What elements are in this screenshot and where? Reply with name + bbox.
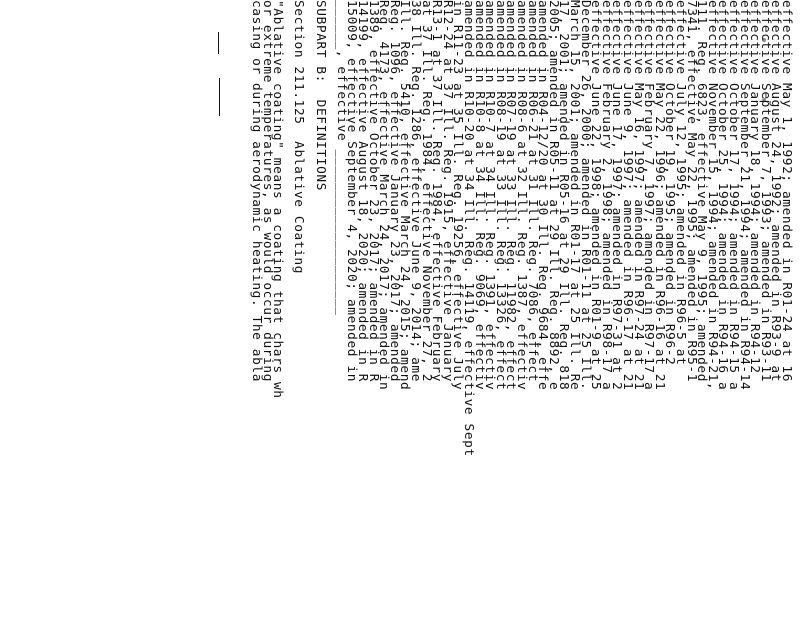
document-line: effective February 2, 1998; amended in R98-17 a <box>598 0 614 391</box>
document-line: in R11-23 at 35 Ill. Reg. 19256, effective July <box>450 0 466 391</box>
document-line: R12-24 at 37 Ill. Reg. 1915, effective January <box>439 0 455 383</box>
document-line: effective January 18, 1994; amended in R94-12 <box>747 0 763 374</box>
document-line: effective October 19, 1995; amended in R96-2 <box>662 0 678 366</box>
document-line: effective October 17, 1994; amended in R94-15 a <box>726 0 741 391</box>
document-line: effective May 16, 1997; amended in R97-24 at 21 <box>630 0 646 391</box>
document-line: SUBPART B: DEFINITIONS <box>312 0 328 192</box>
document-line: Reg. 4173, effective March 24, 2017; amended in <box>376 0 392 391</box>
document-line: effective August 24, 1992; amended in R93-9 at <box>768 0 784 383</box>
document-line: effective September 21, 1994; amended in R94-14 <box>736 0 752 391</box>
document-line: effective September 7, 1993; amended in R93-11 <box>757 0 773 383</box>
margin-rule <box>218 32 219 54</box>
document-line: 1389, effective October 23, 2017; amended in R <box>365 0 381 383</box>
document-line: amended in R10-7 at 34 Ill. Reg. 1391, effectiv <box>482 0 498 391</box>
document-line: 2005; amended in R05-11 at 29 Ill. Reg. 8892, e <box>545 0 561 391</box>
document-line: R13-1 at 37 Ill. Reg. 1984, effective February <box>429 0 445 383</box>
document-line: 14199, effective August 18, 2020; amended in R <box>355 0 370 383</box>
document-line: effective October 25, 1994; amended in R94-16 a <box>715 0 731 391</box>
document-line: Reg. 1096, effective January 23, 2017; amended <box>386 0 402 383</box>
document-line: amended in R08-6 at 32 Ill. Reg. 1387, effectiv <box>514 0 529 391</box>
document-line: amended in R06-21 at 31 Ill. Reg. 7086, effect <box>524 0 540 383</box>
document-line: 7341, effective May 22, 1995; amended in R95-1 <box>683 0 699 383</box>
document-line: 111. Reg. 6823, effective May 9, 1995; amended <box>694 0 710 383</box>
document-line: effective November 15, 1994; amended in R94-21, <box>704 0 720 391</box>
document-line: effective June 17, 1997; amended in R97-31 at 2 <box>609 0 625 391</box>
document-line: effective May 22, 1996; amended in R96-16 at 21 <box>651 0 667 391</box>
document-line: Ill. Reg. 5410, effective March 24, 2015; amend <box>397 0 413 391</box>
document-line: effective July 12, 1995; amended in R96-5 at <box>673 0 688 366</box>
document-line: 38 Ill. Reg. 1286, effective June 9, 2014; ame <box>408 0 423 383</box>
document-line: casing or during aerodynamic heating. The abla <box>249 0 264 383</box>
document-line: amended in R04-12/20 at 30 Ill. Reg. 9684, effe <box>535 0 551 391</box>
document-line: amended in R10-8 at 34 Ill. Reg. 9069, effectiv <box>471 0 487 391</box>
margin-rule <box>219 78 220 116</box>
document-line: ______, effective ____________________ <box>333 0 349 316</box>
document-line: "Ablative coating" means a coating that chars wh <box>270 0 286 399</box>
document-line: effective May 1, 1992; amended in R01-24 at 16 <box>779 0 794 383</box>
document-line: effective February 7, 1997; amended in R97-17 a <box>641 0 657 391</box>
document-line: effective June 22, 1998; amended in R01-9 at 25 <box>588 0 604 391</box>
document-line: amended in R10-20 at 34 Ill. Reg. 14119, effective Sept <box>461 0 476 457</box>
document-line: 17, 2001; amended in R05-16 at 29 Ill. Reg. 818 <box>556 0 572 391</box>
document-line: Section 211.125 Ablative Coating <box>291 0 307 275</box>
document-line: amended in R08-19 at 33 Ill. Reg. 13326, effect <box>492 0 508 391</box>
document-line: at 37 Ill. Reg. 1984, effective November 27, 2 <box>418 0 434 383</box>
document-line: 15009, effective September 4, 2020; amended in <box>344 0 360 383</box>
document-line: December 26, 2000; amended in R01-11 at 25 Ill. <box>577 0 593 391</box>
document-line: amended in R07-19 at 33 Ill. Reg. 11982, effect <box>503 0 519 391</box>
document-line: or extreme temperatures, as would occur during <box>259 0 275 383</box>
document-line: effective June 9, 1997; amended in R96-17 at 21 <box>620 0 635 391</box>
document-line: March 15, 2001; amended in R01-17 at 25 Ill. Re <box>567 0 582 391</box>
